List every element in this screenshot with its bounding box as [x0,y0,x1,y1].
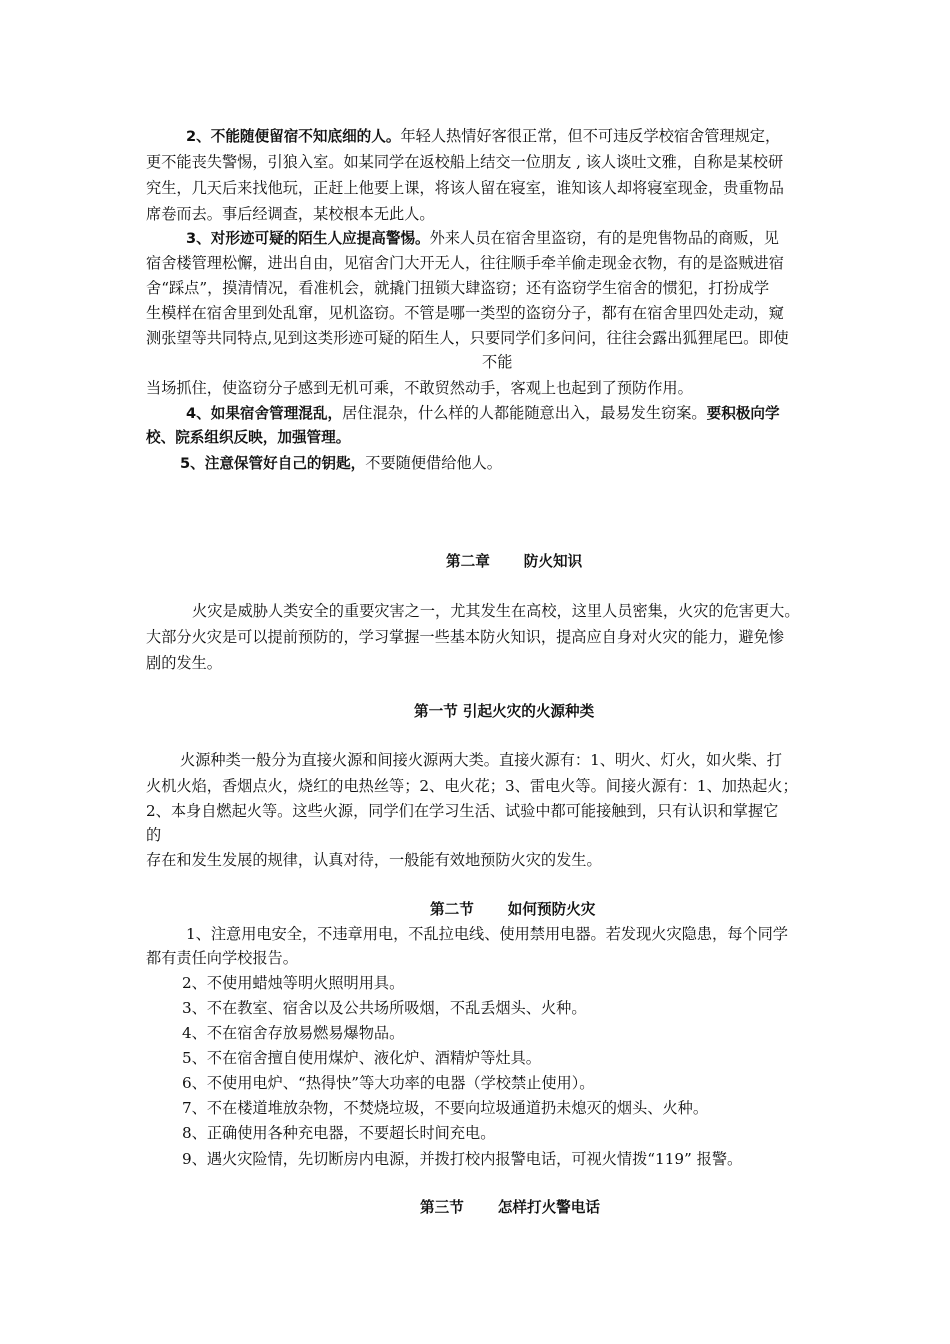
intro-line-3: 剧的发生。 [146,654,222,672]
para-4-bold-tail: 要积极向学 [706,405,780,422]
para-2-lead: 2、不能随便留宿不知底细的人。 [186,128,401,145]
intro-line-1: 火灾是威胁人类安全的重要灾害之一，尤其发生在高校，这里人员密集，火灾的危害更大。 [192,602,800,620]
intro-line-2: 大部分火灾是可以提前预防的，学习掌握一些基本防火知识，提高应自身对火灾的能力，避免惨 [146,628,784,646]
section-3-number: 第三节 [420,1199,464,1216]
para-2-line-4: 席卷而去。事后经调查，某校根本无此人。 [146,205,435,223]
section-2-heading [430,900,595,920]
section-2-item: 7、不在楼道堆放杂物，不焚烧垃圾，不要向垃圾通道扔未熄灭的烟头、火种。 [182,1099,709,1117]
section-3-title: 怎样打火警电话 [497,1199,600,1216]
para-2-line-1: 2、不能随便留宿不知底细的人。年轻人热情好客很正常，但不可违反学校宿舍管理规定， [186,127,781,145]
para-3-line-3: 舍“踩点”，摸清情况，看准机会，就撬门扭锁大肆盗窃；还有盗窃学生宿舍的惯犯，打扮成学 [146,279,770,297]
para-3-line-7: 当场抓住，使盗窃分子感到无机可乘，不敢贸然动手，客观上也起到了预防作用。 [146,379,693,397]
section-2-item: 都有责任向学校报告。 [146,949,298,967]
chapter-heading [446,552,582,572]
para-5-lead: 5、注意保管好自己的钥匙， [180,455,366,472]
section-2-item: 6、不使用电炉、“热得快”等大功率的电器（学校禁止使用）。 [182,1074,595,1092]
section-2-item: 5、不在宿舍擅自使用煤炉、液化炉、酒精炉等灶具。 [182,1049,541,1067]
section-2-item: 3、不在教室、宿舍以及公共场所吸烟，不乱丢烟头、火种。 [182,999,587,1017]
para-4-line-2: 校、院系组织反映，加强管理。 [146,429,351,446]
section-2-item: 4、不在宿舍存放易燃易爆物品。 [182,1024,405,1042]
para-3-line-5: 测张望等共同特点,见到这类形迹可疑的陌生人，只要同学们多问问，往往会露出狐狸尾巴。即使 [146,329,789,347]
chapter-title: 防火知识 [523,553,583,570]
chapter-number: 第二章 [446,553,490,570]
section-1-heading: 第一节 引起火灾的火源种类 [414,703,595,720]
section-1-line-5: 存在和发生发展的规律，认真对待，一般能有效地预防火灾的发生。 [146,851,602,869]
para-3-line-4: 生模样在宿舍里到处乱窜，见机盗窃。不管是哪一类型的盗窃分子，都有在宿舍里四处走动，窥 [146,304,784,322]
para-3-lead: 3、对形迹可疑的陌生人应提高警惕。 [186,230,430,247]
section-1-line-2: 火机火焰，香烟点火，烧红的电热丝等；2、电火花；3、雷电火等。间接火源有：1、加热起火； [146,777,798,795]
section-2-item: 1、注意用电安全，不违章用电，不乱拉电线、使用禁用电器。若发现火灾隐患，每个同学 [186,925,788,943]
para-3-line-6: 不能 [482,353,513,371]
section-2-number: 第二节 [430,901,474,918]
section-1-line-4: 的 [146,826,162,844]
section-1-line-1: 火源种类一般分为直接火源和间接火源两大类。直接火源有：1、明火、灯火，如火柴、打 [180,751,782,769]
section-2-item: 9、遇火灾险情，先切断房内电源，并拨打校内报警电话，可视火情拨“119” 报警。 [182,1150,743,1168]
section-2-item: 8、正确使用各种充电器，不要超长时间充电。 [182,1124,496,1142]
section-2-item: 2、不使用蜡烛等明火照明用具。 [182,974,405,992]
para-3-line-2: 宿舍楼管理松懈，进出自由，见宿舍门大开无人，往往顺手牵羊偷走现金衣物，有的是盗贼进宿 [146,254,784,272]
para-4-lead: 4、如果宿舍管理混乱， [186,405,343,422]
para-4-line-1: 4、如果宿舍管理混乱，居住混杂，什么样的人都能随意出入，最易发生窃案。要积极向学 [186,404,780,422]
para-5-line-1: 5、注意保管好自己的钥匙，不要随便借给他人。 [180,454,502,472]
section-3-heading [420,1198,600,1218]
section-1-line-3: 2、本身自燃起火等。这些火源，同学们在学习生活、试验中都可能接触到，只有认识和掌握它 [146,802,779,820]
section-2-title: 如何预防火灾 [507,901,596,918]
para-2-line-2: 更不能丧失警惕，引狼入室。如某同学在返校船上结交一位朋友 , 该人谈吐文雅，自称是某校研 [146,153,784,171]
para-3-line-1: 3、对形迹可疑的陌生人应提高警惕。外来人员在宿舍里盗窃，有的是兜售物品的商贩，见 [186,229,779,247]
para-2-line-3: 究生，几天后来找他玩，正赶上他要上课，将该人留在寝室，谁知该人却将寝室现金，贵重物品 [146,179,784,197]
